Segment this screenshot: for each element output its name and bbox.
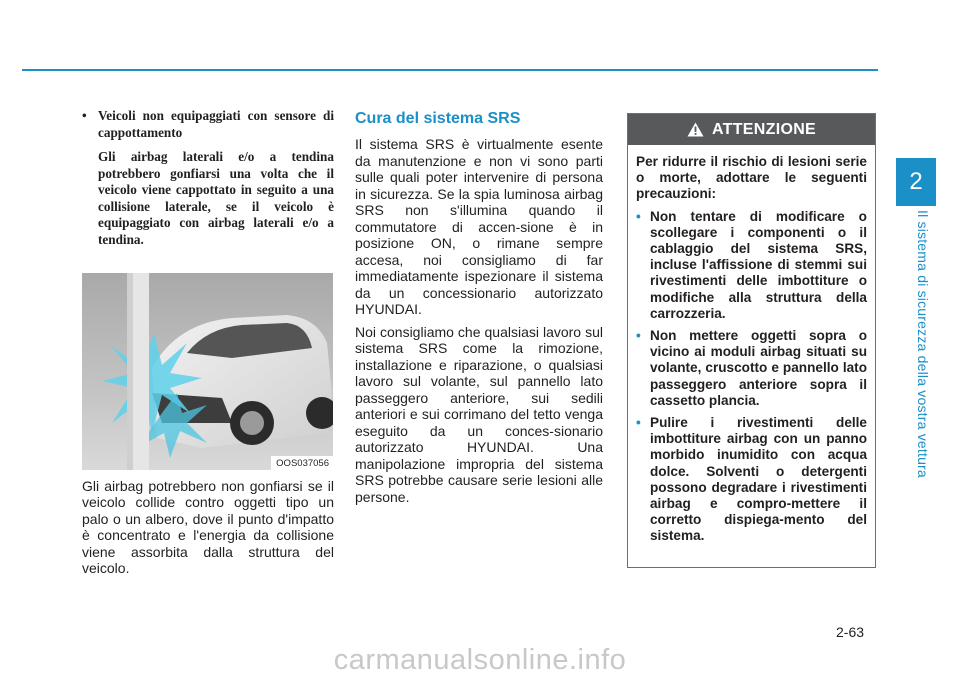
warning-intro: Per ridurre il rischio di lesioni serie o morte, adottare le seguenti precauzioni:	[636, 154, 867, 202]
bullet-heading: Veicoli non equipaggiati con sensore di cappottamento	[98, 108, 334, 140]
list-item: • Pulire i rivestimenti delle imbottiture airbag con un panno morbido inumidito con acqua dolce. Solventi o detergenti possono degradare i rivestimenti airbag e compro-mettere il corretto dispiega-mento del sistema.	[636, 415, 867, 544]
top-rule	[22, 69, 878, 71]
bullet-dot: •	[636, 415, 641, 431]
bullet-dot: •	[82, 108, 87, 123]
watermark: carmanualsonline.info	[333, 644, 627, 676]
figure-caption: Gli airbag potrebbero non gonfiarsi se il veicolo collide contro oggetti tipo un palo o un albero, dove il punto d'impatto è concentrato e l'energia da collisione viene assorbita dalla struttura del veicolo.	[82, 478, 334, 577]
bullet-body: Gli airbag laterali e/o a tendina potrebbero gonfiarsi una volta che il veicolo viene cappottato in seguito a una collisione laterale, se il veicolo è equipaggiato con airbag laterali e/o a tendina.	[98, 149, 334, 247]
warning-triangle-icon	[687, 122, 704, 137]
crash-illustration	[82, 273, 333, 470]
paragraph: Il sistema SRS è virtualmente esente da manutenzione e non vi sono parti sulle quali poter intervenire di persona in sicurezza. Se la spia luminosa airbag SRS non s'illumina quando il commutatore di accen-sione è in posizione ON, o rimane sempre accesa, noi consigliamo di far immediatamente ispezionare il sistema da un concessionario autorizzato HYUNDAI.	[355, 136, 603, 317]
section-title: Cura del sistema SRS	[355, 110, 521, 127]
figure-code: OOS037056	[271, 456, 333, 470]
warning-title: ATTENZIONE	[711, 120, 817, 138]
chapter-title: Il sistema di sicurezza della vostra vettura	[915, 210, 931, 478]
list-item: • Non tentare di modificare o scollegare i componenti o il cablaggio del sistema SRS, incluse l'affissione di stemmi sui rivestimenti delle imbottiture o modifiche alla struttura della carrozzeria.	[636, 208, 867, 321]
bullet-dot: •	[636, 208, 641, 224]
paragraph: Noi consigliamo che qualsiasi lavoro sul sistema SRS come la rimozione, installazione e riparazione, o qualsiasi lavoro sul volante, sul pannello lato passeggero anteriore, sui sedili anteriori e sui corrimano del tetto venga eseguito da un conces-sionario autorizzato HYUNDAI. Una manipolazione impropria del sistema SRS potrebbe causare serie lesioni alle persone.	[355, 323, 603, 505]
bullet-item	[82, 108, 334, 248]
car-pole-image	[82, 273, 333, 470]
page-number: 2-63	[836, 624, 865, 640]
middle-column	[355, 109, 603, 505]
warning-body	[628, 145, 875, 545]
bullet-dot: •	[636, 328, 641, 344]
warning-list	[636, 209, 867, 545]
left-column	[82, 108, 334, 248]
list-item: • Non mettere oggetti sopra o vicino ai moduli airbag situati su volante, cruscotto e pannello lato passeggero anteriore sopra il cassetto plancia.	[636, 328, 867, 408]
warning-box	[627, 113, 876, 568]
chapter-tab: 2	[896, 158, 936, 206]
warning-header	[628, 114, 875, 145]
